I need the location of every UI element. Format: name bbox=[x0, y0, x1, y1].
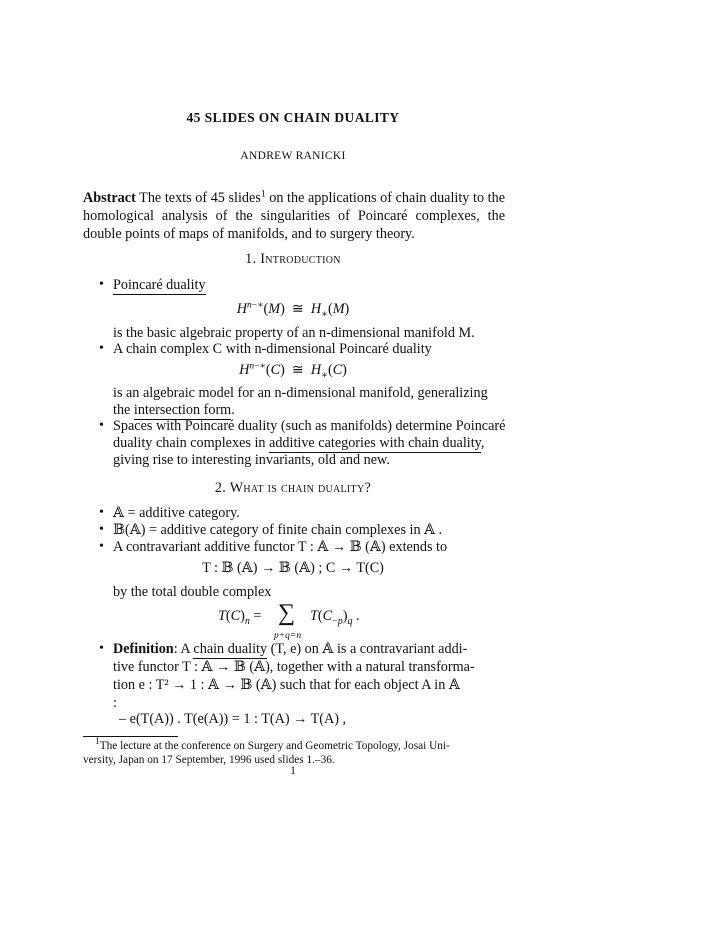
additive-categories-term: additive categories with chain duality bbox=[269, 435, 481, 451]
section-heading-introduction: 1. Introduction bbox=[245, 251, 341, 267]
footnote-line-2: versity, Japan on 17 September, 1996 used slides 1.–36. bbox=[83, 754, 335, 766]
bullet-2-4: • bbox=[99, 641, 104, 656]
bullet-1-3: • bbox=[99, 418, 104, 433]
equation-functor-extension: T : 𝔹 (𝔸) → 𝔹 (𝔸) ; C → T(C) bbox=[202, 560, 384, 576]
definition-line-3: tion e : T² → 1 : 𝔸 → 𝔹 (𝔸) such that for each object A in 𝔸 bbox=[113, 677, 460, 693]
list-item-finite-chain-complexes: 𝔹(𝔸) = additive category of finite chain complexes in 𝔸 . bbox=[113, 522, 443, 538]
footnote: $^1$The lecture at the conference on Surgery and Geometric Topology, Josai Uni- bbox=[95, 737, 450, 752]
page-number: 1 bbox=[290, 765, 296, 777]
bullet-2-1: • bbox=[99, 505, 104, 520]
summation-sign: ∑ bbox=[278, 600, 296, 626]
list-item-text: giving rise to interesting invariants, old and new. bbox=[113, 452, 390, 468]
list-item-additive-category: 𝔸 = additive category. bbox=[113, 505, 240, 521]
intersection-form-term: intersection form bbox=[133, 402, 232, 418]
definition-line-1: Definition: A chain duality (T, e) on 𝔸 is a contravariant addi- bbox=[113, 641, 468, 657]
author-name: ANDREW RANICKI bbox=[240, 150, 346, 162]
list-item-poincare-duality bbox=[113, 276, 505, 294]
bullet-1-2: • bbox=[99, 341, 104, 356]
list-item-contravariant-functor: A contravariant additive functor T : 𝔸 → 𝔹 (𝔸) extends to bbox=[113, 539, 448, 555]
list-item-text: is the basic algebraic property of an n-dimensional manifold M. bbox=[113, 325, 475, 341]
list-item-text: the intersection form. bbox=[113, 402, 235, 418]
definition-line-2: tive functor T : 𝔸 → 𝔹 (𝔸), together with a natural transforma- bbox=[113, 659, 475, 675]
definition-label: Definition bbox=[113, 641, 174, 657]
paper-title: 45 SLIDES ON CHAIN DUALITY bbox=[186, 110, 400, 125]
abstract-text-2: on the applications of chain duality to the homological analysis of the singularities of Poincaré complexes, the double points of maps of manifolds, and to surgery theory. bbox=[83, 190, 505, 242]
by-total-double-complex: by the total double complex bbox=[113, 584, 272, 600]
list-item-chain-complex: A chain complex C with n-dimensional Poincaré duality bbox=[113, 341, 432, 357]
abstract-label: Abstract bbox=[83, 190, 136, 206]
summation-subscript: p+q=n bbox=[274, 631, 302, 641]
poincare-duality-term: Poincaré duality bbox=[113, 277, 206, 293]
list-item-spaces: Spaces with Poincaré duality (such as manifolds) determine Poincaré bbox=[113, 418, 506, 434]
eq4-lhs: $T(C)_n$ = bbox=[218, 608, 262, 627]
abstract-text-1: The texts of 45 slides bbox=[139, 190, 261, 206]
abstract bbox=[83, 189, 505, 243]
list-item-text: duality chain complexes in additive categories with chain duality, bbox=[113, 435, 485, 451]
definition-line-4: : bbox=[113, 695, 117, 711]
equation-chain-duality: $H^{n-∗}(C)$ ≅ $H_∗(C)$ bbox=[239, 361, 347, 381]
footnote-number: 1 bbox=[95, 737, 100, 748]
bullet-2-2: • bbox=[99, 522, 104, 537]
chain-duality-term: chain duality bbox=[193, 641, 268, 657]
equation-manifold-duality: $H^{n-∗}(M)$ ≅ $H_∗(M)$ bbox=[236, 300, 350, 320]
bullet-2-3: • bbox=[99, 539, 104, 554]
definition-line-5: – e(T(A)) . T(e(A)) = 1 : T(A) → T(A) , bbox=[119, 711, 347, 727]
footnote-mark[interactable]: 1 bbox=[260, 189, 266, 200]
eq4-rhs: $T(C_{-p})_q$ . bbox=[310, 608, 360, 627]
list-item-text: is an algebraic model for an n-dimensional manifold, generalizing bbox=[113, 385, 488, 401]
section-heading-chain-duality: 2. What is chain duality? bbox=[214, 480, 372, 496]
bullet-1-1: • bbox=[99, 277, 104, 292]
